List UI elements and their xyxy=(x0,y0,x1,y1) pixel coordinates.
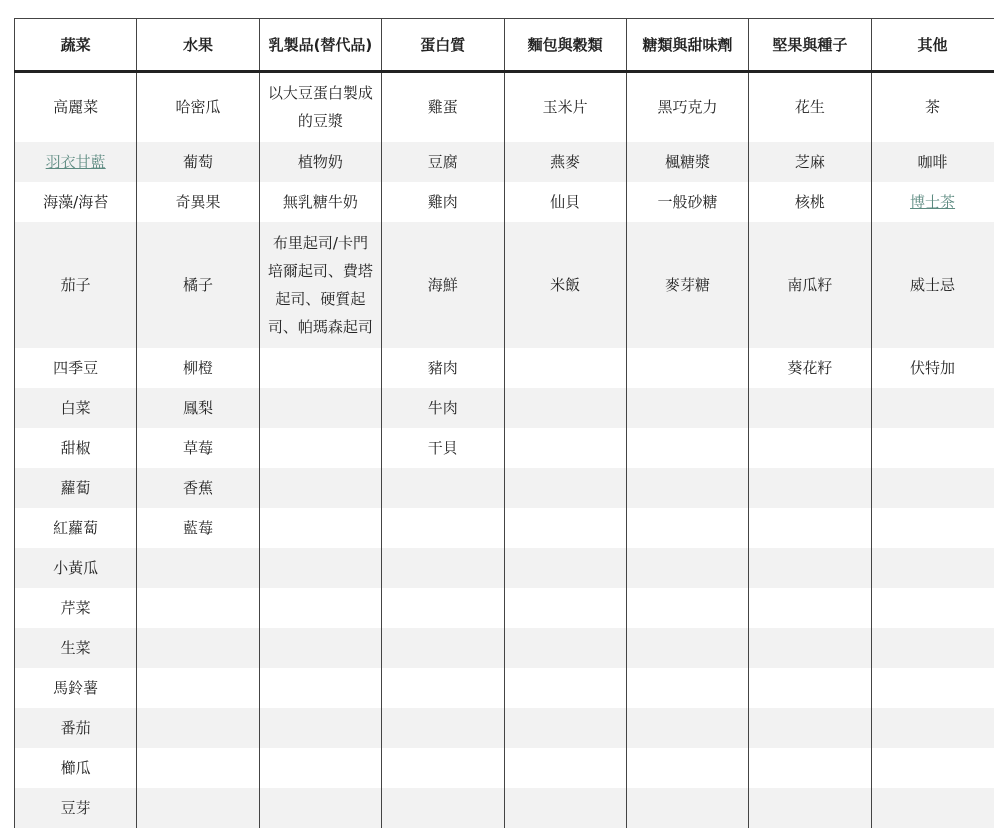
cell-protein: 豆腐 xyxy=(382,142,504,182)
cell-sweetener xyxy=(626,548,748,588)
cell-nut-seed xyxy=(749,588,871,628)
cell-other: 茶 xyxy=(871,72,993,142)
cell-nut-seed: 花生 xyxy=(749,72,871,142)
cell-nut-seed: 南瓜籽 xyxy=(749,222,871,348)
table-row xyxy=(15,142,994,182)
cell-nut-seed xyxy=(749,748,871,788)
cell-other xyxy=(871,428,993,468)
cell-other xyxy=(871,388,993,428)
cell-fruit: 鳳梨 xyxy=(137,388,259,428)
cell-fruit: 草莓 xyxy=(137,428,259,468)
cell-nut-seed xyxy=(749,508,871,548)
cell-nut-seed xyxy=(749,388,871,428)
cell-fruit: 藍莓 xyxy=(137,508,259,548)
table-row xyxy=(15,628,994,668)
cell-nut-seed xyxy=(749,708,871,748)
cell-dairy xyxy=(259,428,381,468)
cell-nut-seed xyxy=(749,548,871,588)
cell-dairy xyxy=(259,348,381,388)
cell-dairy: 布里起司/卡門培爾起司、費塔起司、硬質起司、帕瑪森起司 xyxy=(259,222,381,348)
cell-sweetener xyxy=(626,348,748,388)
cell-dairy xyxy=(259,748,381,788)
cell-sweetener xyxy=(626,748,748,788)
cell-protein: 豬肉 xyxy=(382,348,504,388)
cell-protein xyxy=(382,508,504,548)
cell-fruit: 柳橙 xyxy=(137,348,259,388)
table-row xyxy=(15,668,994,708)
cell-other xyxy=(871,788,993,828)
cell-fruit: 奇異果 xyxy=(137,182,259,222)
cell-other xyxy=(871,548,993,588)
cell-nut-seed xyxy=(749,628,871,668)
cell-fruit: 葡萄 xyxy=(137,142,259,182)
cell-protein xyxy=(382,588,504,628)
cropped-heading xyxy=(0,0,1007,6)
cell-link[interactable]: 博士茶 xyxy=(910,192,956,211)
table-row xyxy=(15,548,994,588)
cell-grain xyxy=(504,788,626,828)
header-sugars: 糖類與甜味劑 xyxy=(626,19,748,72)
header-bread-grains: 麵包與穀類 xyxy=(504,19,626,72)
cell-dairy xyxy=(259,708,381,748)
table-row xyxy=(15,72,994,142)
cell-vegetable: 高麗菜 xyxy=(15,72,137,142)
cell-nut-seed xyxy=(749,788,871,828)
cell-protein: 雞蛋 xyxy=(382,72,504,142)
cell-other xyxy=(871,468,993,508)
cell-vegetable: 芹菜 xyxy=(15,588,137,628)
cell-other: 伏特加 xyxy=(871,348,993,388)
cell-sweetener xyxy=(626,588,748,628)
cell-nut-seed xyxy=(749,468,871,508)
cell-fruit xyxy=(137,708,259,748)
cell-vegetable: 馬鈴薯 xyxy=(15,668,137,708)
cell-sweetener: 楓糖漿 xyxy=(626,142,748,182)
cell-dairy xyxy=(259,548,381,588)
cell-vegetable: 豆芽 xyxy=(15,788,137,828)
cell-vegetable: 四季豆 xyxy=(15,348,137,388)
cell-grain xyxy=(504,628,626,668)
header-other: 其他 xyxy=(871,19,993,72)
cell-vegetable: 紅蘿蔔 xyxy=(15,508,137,548)
cell-grain xyxy=(504,468,626,508)
cell-other xyxy=(871,708,993,748)
cell-protein xyxy=(382,708,504,748)
cell-protein xyxy=(382,548,504,588)
cell-fruit: 香蕉 xyxy=(137,468,259,508)
cell-vegetable xyxy=(15,142,137,182)
cell-sweetener: 黑巧克力 xyxy=(626,72,748,142)
food-category-table xyxy=(14,18,994,828)
cell-other xyxy=(871,668,993,708)
cell-grain xyxy=(504,668,626,708)
table-row xyxy=(15,508,994,548)
table-row xyxy=(15,428,994,468)
header-fruits: 水果 xyxy=(137,19,259,72)
cell-protein: 雞肉 xyxy=(382,182,504,222)
cell-fruit xyxy=(137,588,259,628)
header-dairy: 乳製品(替代品) xyxy=(259,19,381,72)
cell-protein xyxy=(382,668,504,708)
cell-other xyxy=(871,748,993,788)
header-protein: 蛋白質 xyxy=(382,19,504,72)
cell-dairy xyxy=(259,788,381,828)
cell-dairy xyxy=(259,628,381,668)
cell-fruit xyxy=(137,788,259,828)
cell-fruit: 哈密瓜 xyxy=(137,72,259,142)
cell-vegetable: 蘿蔔 xyxy=(15,468,137,508)
cell-fruit xyxy=(137,748,259,788)
cell-grain: 玉米片 xyxy=(504,72,626,142)
cell-grain: 米飯 xyxy=(504,222,626,348)
cell-dairy xyxy=(259,468,381,508)
table-row xyxy=(15,182,994,222)
cell-fruit xyxy=(137,548,259,588)
cell-grain xyxy=(504,348,626,388)
cell-fruit xyxy=(137,628,259,668)
cell-fruit xyxy=(137,668,259,708)
cell-grain xyxy=(504,588,626,628)
table-row xyxy=(15,388,994,428)
cell-other xyxy=(871,182,993,222)
cell-nut-seed: 芝麻 xyxy=(749,142,871,182)
cell-grain xyxy=(504,428,626,468)
cell-sweetener xyxy=(626,668,748,708)
cell-sweetener xyxy=(626,628,748,668)
cell-sweetener xyxy=(626,388,748,428)
cell-nut-seed xyxy=(749,428,871,468)
cell-protein xyxy=(382,468,504,508)
cell-fruit: 橘子 xyxy=(137,222,259,348)
cell-protein: 牛肉 xyxy=(382,388,504,428)
header-vegetables: 蔬菜 xyxy=(15,19,137,72)
cell-vegetable: 小黃瓜 xyxy=(15,548,137,588)
cell-dairy: 植物奶 xyxy=(259,142,381,182)
table-row xyxy=(15,468,994,508)
header-nuts-seeds: 堅果與種子 xyxy=(749,19,871,72)
table-row xyxy=(15,222,994,348)
cell-nut-seed xyxy=(749,668,871,708)
cell-dairy xyxy=(259,508,381,548)
cell-other: 威士忌 xyxy=(871,222,993,348)
cell-grain: 仙貝 xyxy=(504,182,626,222)
cell-protein xyxy=(382,748,504,788)
cell-other xyxy=(871,588,993,628)
cell-vegetable: 生菜 xyxy=(15,628,137,668)
cell-sweetener xyxy=(626,788,748,828)
cell-other: 咖啡 xyxy=(871,142,993,182)
cell-dairy xyxy=(259,668,381,708)
cell-dairy: 以大豆蛋白製成的豆漿 xyxy=(259,72,381,142)
cell-nut-seed: 葵花籽 xyxy=(749,348,871,388)
cell-dairy: 無乳糖牛奶 xyxy=(259,182,381,222)
cell-sweetener xyxy=(626,708,748,748)
cell-sweetener: 麥芽糖 xyxy=(626,222,748,348)
cell-protein xyxy=(382,628,504,668)
cell-other xyxy=(871,628,993,668)
table-header-row xyxy=(15,19,994,72)
cell-vegetable: 茄子 xyxy=(15,222,137,348)
cell-grain xyxy=(504,748,626,788)
cell-grain xyxy=(504,388,626,428)
cell-sweetener xyxy=(626,468,748,508)
cell-vegetable: 甜椒 xyxy=(15,428,137,468)
cell-other xyxy=(871,508,993,548)
cell-protein: 干貝 xyxy=(382,428,504,468)
table-row xyxy=(15,708,994,748)
cell-vegetable: 番茄 xyxy=(15,708,137,748)
table-row xyxy=(15,348,994,388)
cell-protein xyxy=(382,788,504,828)
table-row xyxy=(15,788,994,828)
cell-sweetener xyxy=(626,508,748,548)
cell-dairy xyxy=(259,588,381,628)
cell-sweetener: 一般砂糖 xyxy=(626,182,748,222)
table-row xyxy=(15,588,994,628)
cell-grain: 燕麥 xyxy=(504,142,626,182)
cell-dairy xyxy=(259,388,381,428)
cell-grain xyxy=(504,708,626,748)
table-row xyxy=(15,748,994,788)
cell-sweetener xyxy=(626,428,748,468)
cell-vegetable: 櫛瓜 xyxy=(15,748,137,788)
cell-protein: 海鮮 xyxy=(382,222,504,348)
cell-link[interactable]: 羽衣甘藍 xyxy=(45,152,106,171)
cell-vegetable: 海藻/海苔 xyxy=(15,182,137,222)
cell-grain xyxy=(504,548,626,588)
cell-vegetable: 白菜 xyxy=(15,388,137,428)
cell-nut-seed: 核桃 xyxy=(749,182,871,222)
cell-grain xyxy=(504,508,626,548)
